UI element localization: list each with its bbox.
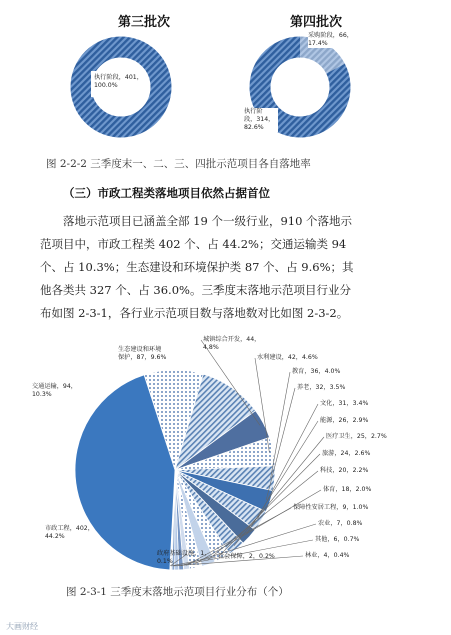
pie-label-6: 养老，32，3.5% (297, 384, 346, 391)
pie-label-8: 能源，26，2.9% (320, 417, 369, 424)
pie-label-11: 科技，20，2.2% (320, 467, 369, 474)
donut-title-4: 第四批次 (290, 15, 343, 30)
caption-bottom: 图 2-3-1 三季度末落地示范项目行业分布（个） (66, 586, 289, 598)
pie-label-17: 社会保障，2，0.2% (218, 553, 275, 560)
pie-label-15: 其他，6，0.7% (315, 536, 360, 543)
paragraph-line-4: 他各类共 327 个、占 36.0%。三季度末落地示范项目行业分 (40, 283, 351, 297)
pie-label-10: 旅游，24，2.6% (322, 450, 371, 457)
donut4-label-small: 采购阶段，66， 17.4% (308, 32, 368, 48)
watermark: 大画财经 (6, 622, 38, 631)
pie-label-16: 林业，4，0.4% (305, 552, 350, 559)
paragraph-line-2: 范项目中，市政工程类 402 个、占 44.2%；交通运输类 94 (40, 237, 347, 251)
pie-label-1: 交通运输，94， 10.3% (32, 383, 77, 398)
paragraph-line-1: 落地示范项目已涵盖全部 19 个一级行业，910 个落地示 (63, 214, 353, 228)
caption-top: 图 2-2-2 三季度末一、二、三、四批示范项目各自落地率 (46, 158, 311, 170)
pie-label-4: 水利建设，42，4.6% (257, 354, 318, 361)
industry-pie-chart (0, 330, 451, 580)
section-heading: （三）市政工程类落地项目依然占据首位 (63, 186, 270, 200)
donut3-label: 执行阶段，401， 100.0% (94, 74, 143, 89)
paragraph-line-3: 个、占 10.3%；生态建设和环境保护类 87 个、占 9.6%；其 (40, 260, 354, 274)
donut4-label-main: 执行阶 段，314， 82.6% (244, 108, 278, 132)
paragraph-line-5: 布如图 2-3-1，各行业示范项目数与落地数对比如图 2-3-2。 (40, 306, 349, 320)
pie-label-5: 教育，36，4.0% (292, 368, 341, 375)
pie-label-0: 市政工程，402， 44.2% (45, 525, 94, 540)
pie-label-7: 文化，31，3.4% (320, 400, 369, 407)
pie-label-3: 城镇综合开发，44， 4.8% (203, 336, 261, 351)
pie-label-13: 保障性安居工程，9，1.0% (293, 504, 369, 511)
pie-label-12: 体育，18，2.0% (323, 486, 372, 493)
pie-label-14: 农业，7，0.8% (318, 520, 363, 527)
donut-charts (0, 0, 451, 150)
donut4-small-segment (300, 47, 336, 69)
pie-label-18: 政府基础设施，1， 0.1% (157, 550, 211, 565)
donut-title-3: 第三批次 (118, 15, 171, 30)
pie-label-2: 生态建设和环境 保护，87，9.6% (118, 346, 167, 361)
pie-label-9: 医疗卫生，25，2.7% (326, 433, 387, 440)
pie-leader-5 (271, 372, 290, 478)
